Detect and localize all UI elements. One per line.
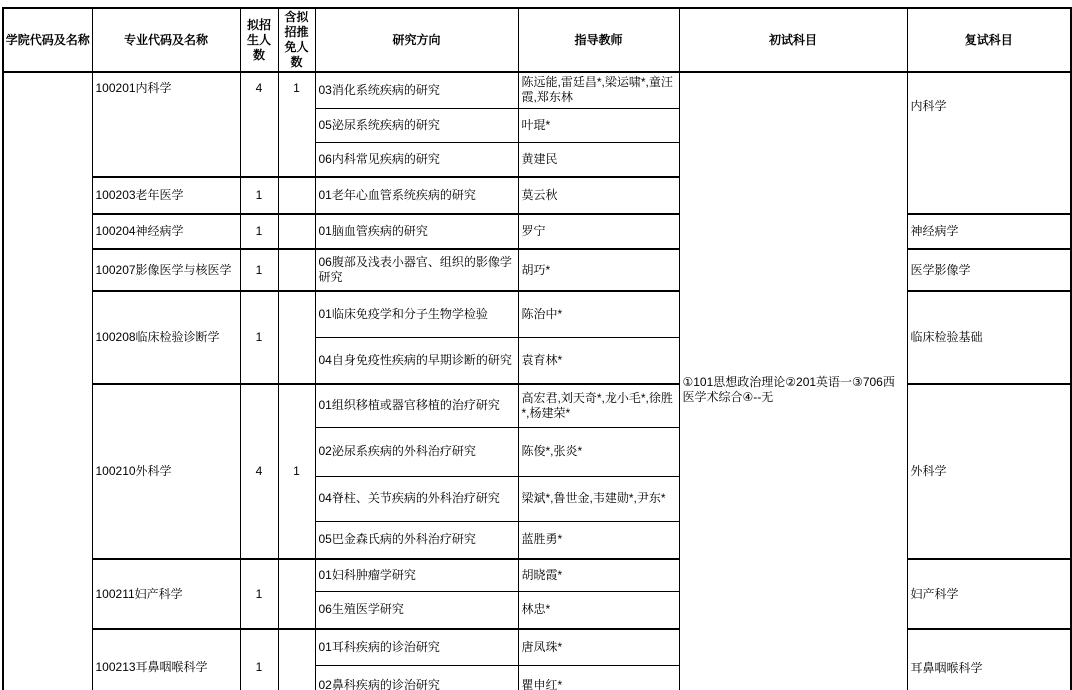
table-row bbox=[3, 249, 1071, 291]
exempt-count-cell bbox=[278, 177, 315, 214]
research-direction-cell: 02鼻科疾病的诊治研究 bbox=[315, 665, 518, 690]
advisors-cell: 袁育林* bbox=[518, 337, 679, 384]
retest-subject-cell: 内科学 bbox=[907, 72, 1071, 214]
major-cell: 100203老年医学 bbox=[92, 177, 240, 214]
planned-count-cell: 1 bbox=[240, 177, 278, 214]
header-major: 专业代码及名称 bbox=[92, 8, 240, 72]
advisors-cell: 梁斌*,鲁世金,韦建勋*,尹东* bbox=[518, 476, 679, 521]
exempt-count-cell bbox=[278, 291, 315, 384]
research-direction-cell: 06内科常见疾病的研究 bbox=[315, 142, 518, 177]
advisors-cell: 胡晓霞* bbox=[518, 559, 679, 591]
advisors-cell: 叶琨* bbox=[518, 108, 679, 142]
retest-subject-cell: 神经病学 bbox=[907, 214, 1071, 249]
retest-subject-cell: 妇产科学 bbox=[907, 559, 1071, 629]
advisors-cell: 陈治中* bbox=[518, 291, 679, 337]
research-direction-cell: 05巴金森氏病的外科治疗研究 bbox=[315, 521, 518, 559]
header-research-direction: 研究方向 bbox=[315, 8, 518, 72]
planned-count-cell: 1 bbox=[240, 291, 278, 384]
header-advisors: 指导教师 bbox=[518, 8, 679, 72]
research-direction-cell: 01组织移植或器官移植的治疗研究 bbox=[315, 384, 518, 427]
advisors-cell: 罗宁 bbox=[518, 214, 679, 249]
advisors-cell: 高宏君,刘天奇*,龙小毛*,徐胜*,杨建荣* bbox=[518, 384, 679, 427]
major-cell: 100208临床检验诊断学 bbox=[92, 291, 240, 384]
advisors-cell: 林忠* bbox=[518, 591, 679, 629]
planned-count-cell: 1 bbox=[240, 214, 278, 249]
research-direction-cell: 04脊柱、关节疾病的外科治疗研究 bbox=[315, 476, 518, 521]
advisors-cell: 唐凤珠* bbox=[518, 629, 679, 665]
exempt-count-cell bbox=[278, 559, 315, 629]
planned-count-cell: 4 bbox=[240, 384, 278, 559]
exempt-count-cell bbox=[278, 629, 315, 690]
advisors-cell: 瞿申红* bbox=[518, 665, 679, 690]
major-cell: 100213耳鼻咽喉科学 bbox=[92, 629, 240, 690]
planned-count-cell: 1 bbox=[240, 629, 278, 690]
table-row bbox=[3, 559, 1071, 591]
table-row bbox=[3, 72, 1071, 108]
exempt-count-cell bbox=[278, 214, 315, 249]
table-row bbox=[3, 214, 1071, 249]
retest-subject-cell: 临床检验基础 bbox=[907, 291, 1071, 384]
header-exempt-count: 含拟招推免人数 bbox=[278, 8, 315, 72]
advisors-cell: 蓝胜勇* bbox=[518, 521, 679, 559]
major-cell: 100201内科学 bbox=[92, 72, 240, 177]
research-direction-cell: 01脑血管疾病的研究 bbox=[315, 214, 518, 249]
header-initial-exam: 初试科目 bbox=[679, 8, 907, 72]
retest-subject-cell: 耳鼻咽喉科学 bbox=[907, 629, 1071, 690]
retest-subject-cell: 外科学 bbox=[907, 384, 1071, 559]
research-direction-cell: 03消化系统疾病的研究 bbox=[315, 72, 518, 108]
table-row bbox=[3, 291, 1071, 337]
table-row bbox=[3, 629, 1071, 665]
research-direction-cell: 01妇科肿瘤学研究 bbox=[315, 559, 518, 591]
table-row bbox=[3, 384, 1071, 427]
major-cell: 100211妇产科学 bbox=[92, 559, 240, 629]
admissions-table bbox=[2, 7, 1072, 690]
header-planned-count: 拟招生人数 bbox=[240, 8, 278, 72]
exempt-count-cell: 1 bbox=[278, 384, 315, 559]
advisors-cell: 胡巧* bbox=[518, 249, 679, 291]
header-row bbox=[3, 8, 1071, 72]
research-direction-cell: 04自身免疫性疾病的早期诊断的研究 bbox=[315, 337, 518, 384]
planned-count-cell: 1 bbox=[240, 249, 278, 291]
research-direction-cell: 06生殖医学研究 bbox=[315, 591, 518, 629]
college-cell bbox=[3, 72, 92, 690]
research-direction-cell: 01老年心血管系统疾病的研究 bbox=[315, 177, 518, 214]
advisors-cell: 莫云秋 bbox=[518, 177, 679, 214]
advisors-cell: 陈远能,雷廷昌*,梁运啸*,童汪霞,郑东林 bbox=[518, 72, 679, 108]
research-direction-cell: 05泌尿系统疾病的研究 bbox=[315, 108, 518, 142]
research-direction-cell: 01耳科疾病的诊治研究 bbox=[315, 629, 518, 665]
planned-count-cell: 1 bbox=[240, 559, 278, 629]
advisors-cell: 黄建民 bbox=[518, 142, 679, 177]
initial-exam-cell: ①101思想政治理论②201英语一③706西医学术综合④--无 bbox=[679, 72, 907, 690]
research-direction-cell: 06腹部及浅表小器官、组织的影像学研究 bbox=[315, 249, 518, 291]
major-cell: 100204神经病学 bbox=[92, 214, 240, 249]
major-cell: 100210外科学 bbox=[92, 384, 240, 559]
header-retest-subjects: 复试科目 bbox=[907, 8, 1071, 72]
header-college: 学院代码及名称 bbox=[3, 8, 92, 72]
major-cell: 100207影像医学与核医学 bbox=[92, 249, 240, 291]
research-direction-cell: 01临床免疫学和分子生物学检验 bbox=[315, 291, 518, 337]
exempt-count-cell: 1 bbox=[278, 72, 315, 177]
advisors-cell: 陈俊*,张炎* bbox=[518, 427, 679, 476]
retest-subject-cell: 医学影像学 bbox=[907, 249, 1071, 291]
exempt-count-cell bbox=[278, 249, 315, 291]
planned-count-cell: 4 bbox=[240, 72, 278, 177]
research-direction-cell: 02泌尿系疾病的外科治疗研究 bbox=[315, 427, 518, 476]
